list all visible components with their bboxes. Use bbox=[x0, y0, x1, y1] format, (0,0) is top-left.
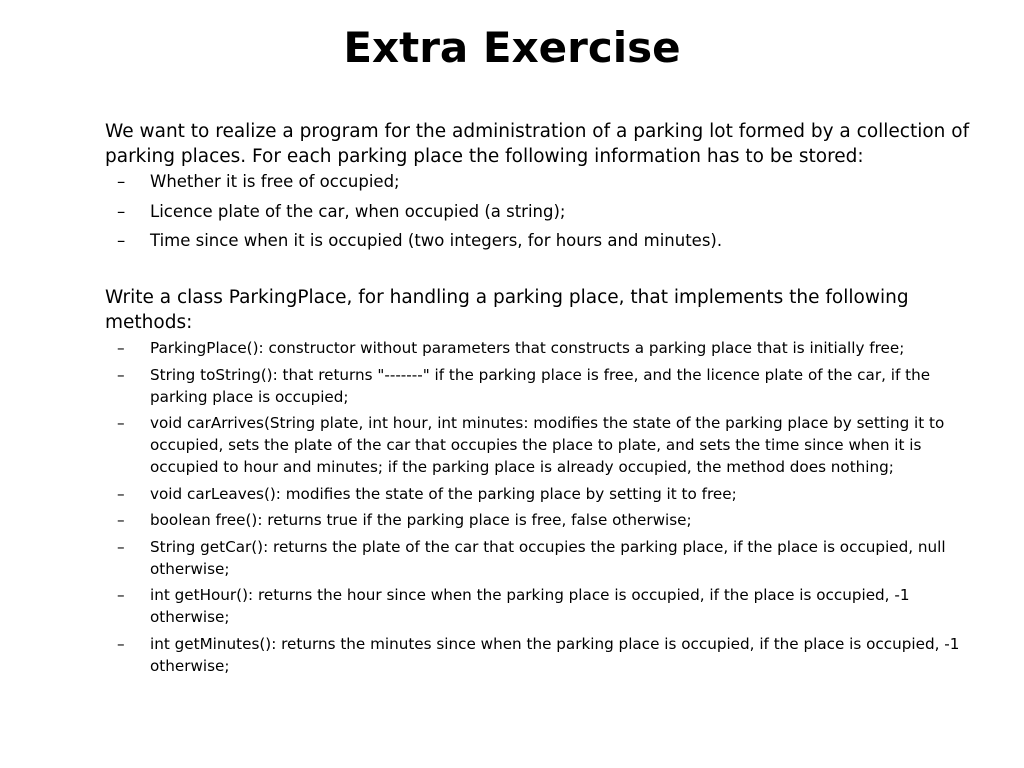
method-list-item bbox=[105, 633, 985, 677]
intro-paragraph: We want to realize a program for the administration of a parking lot formed by a collection of parking places. For each parking place the following information has to be stored: bbox=[105, 121, 970, 167]
info-list-item bbox=[105, 201, 985, 223]
method-list-item bbox=[105, 536, 985, 580]
method-list bbox=[105, 337, 985, 677]
method-list-item bbox=[105, 412, 985, 478]
info-item-text: Whether it is free of occupied; bbox=[150, 172, 400, 191]
dash-bullet: – bbox=[117, 339, 125, 357]
method-item-text: void carLeaves(): modifies the state of the parking place by setting it to free; bbox=[150, 484, 737, 503]
dash-bullet: – bbox=[117, 201, 126, 221]
method-item-text: ParkingPlace(): constructor without parameters that constructs a parking place that is initially free; bbox=[150, 339, 905, 357]
method-list-item bbox=[105, 584, 985, 628]
method-item-text: String toString(): that returns "-------" if the parking place is free, and the licence plate of the car, if the parking place is occupied; bbox=[150, 365, 931, 406]
method-list-item bbox=[105, 337, 985, 359]
info-list-item bbox=[105, 171, 985, 193]
method-list-item bbox=[105, 483, 985, 505]
dash-bullet: – bbox=[117, 414, 125, 432]
method-item-text: void carArrives(String plate, int hour, int minutes: modifies the state of the parking place by setting it to occupied, sets the plate of the car that occupies the place to plate, and sets the time since when it is occupied to hour and minutes; if the parking place is already occupied, the method does nothing; bbox=[150, 414, 945, 476]
dash-bullet: – bbox=[117, 537, 125, 556]
info-item-text: Time since when it is occupied (two integers, for hours and minutes). bbox=[150, 231, 723, 250]
slide-content bbox=[105, 119, 985, 681]
method-item-text: int getMinutes(): returns the minutes since when the parking place is occupied, if the place is occupied, -1 otherwise; bbox=[150, 634, 960, 675]
dash-bullet: – bbox=[117, 586, 125, 604]
method-list-item bbox=[105, 364, 985, 408]
task-paragraph: Write a class ParkingPlace, for handling a parking place, that implements the following methods: bbox=[105, 287, 909, 333]
info-item-text: Licence plate of the car, when occupied (a string); bbox=[150, 201, 566, 221]
dash-bullet: – bbox=[117, 634, 125, 653]
dash-bullet: – bbox=[117, 172, 126, 191]
method-list-item bbox=[105, 509, 985, 531]
dash-bullet: – bbox=[117, 231, 126, 250]
method-item-text: String getCar(): returns the plate of the car that occupies the parking place, if the place is occupied, null otherwise; bbox=[150, 537, 946, 578]
method-item-text: boolean free(): returns true if the parking place is free, false otherwise; bbox=[150, 511, 692, 529]
dash-bullet: – bbox=[117, 484, 125, 503]
info-list-item bbox=[105, 230, 985, 252]
method-item-text: int getHour(): returns the hour since when the parking place is occupied, if the place is occupied, -1 otherwise; bbox=[150, 586, 910, 626]
dash-bullet: – bbox=[117, 511, 125, 529]
dash-bullet: – bbox=[117, 365, 125, 384]
slide-title: Extra Exercise bbox=[343, 23, 681, 72]
info-list bbox=[105, 171, 985, 252]
